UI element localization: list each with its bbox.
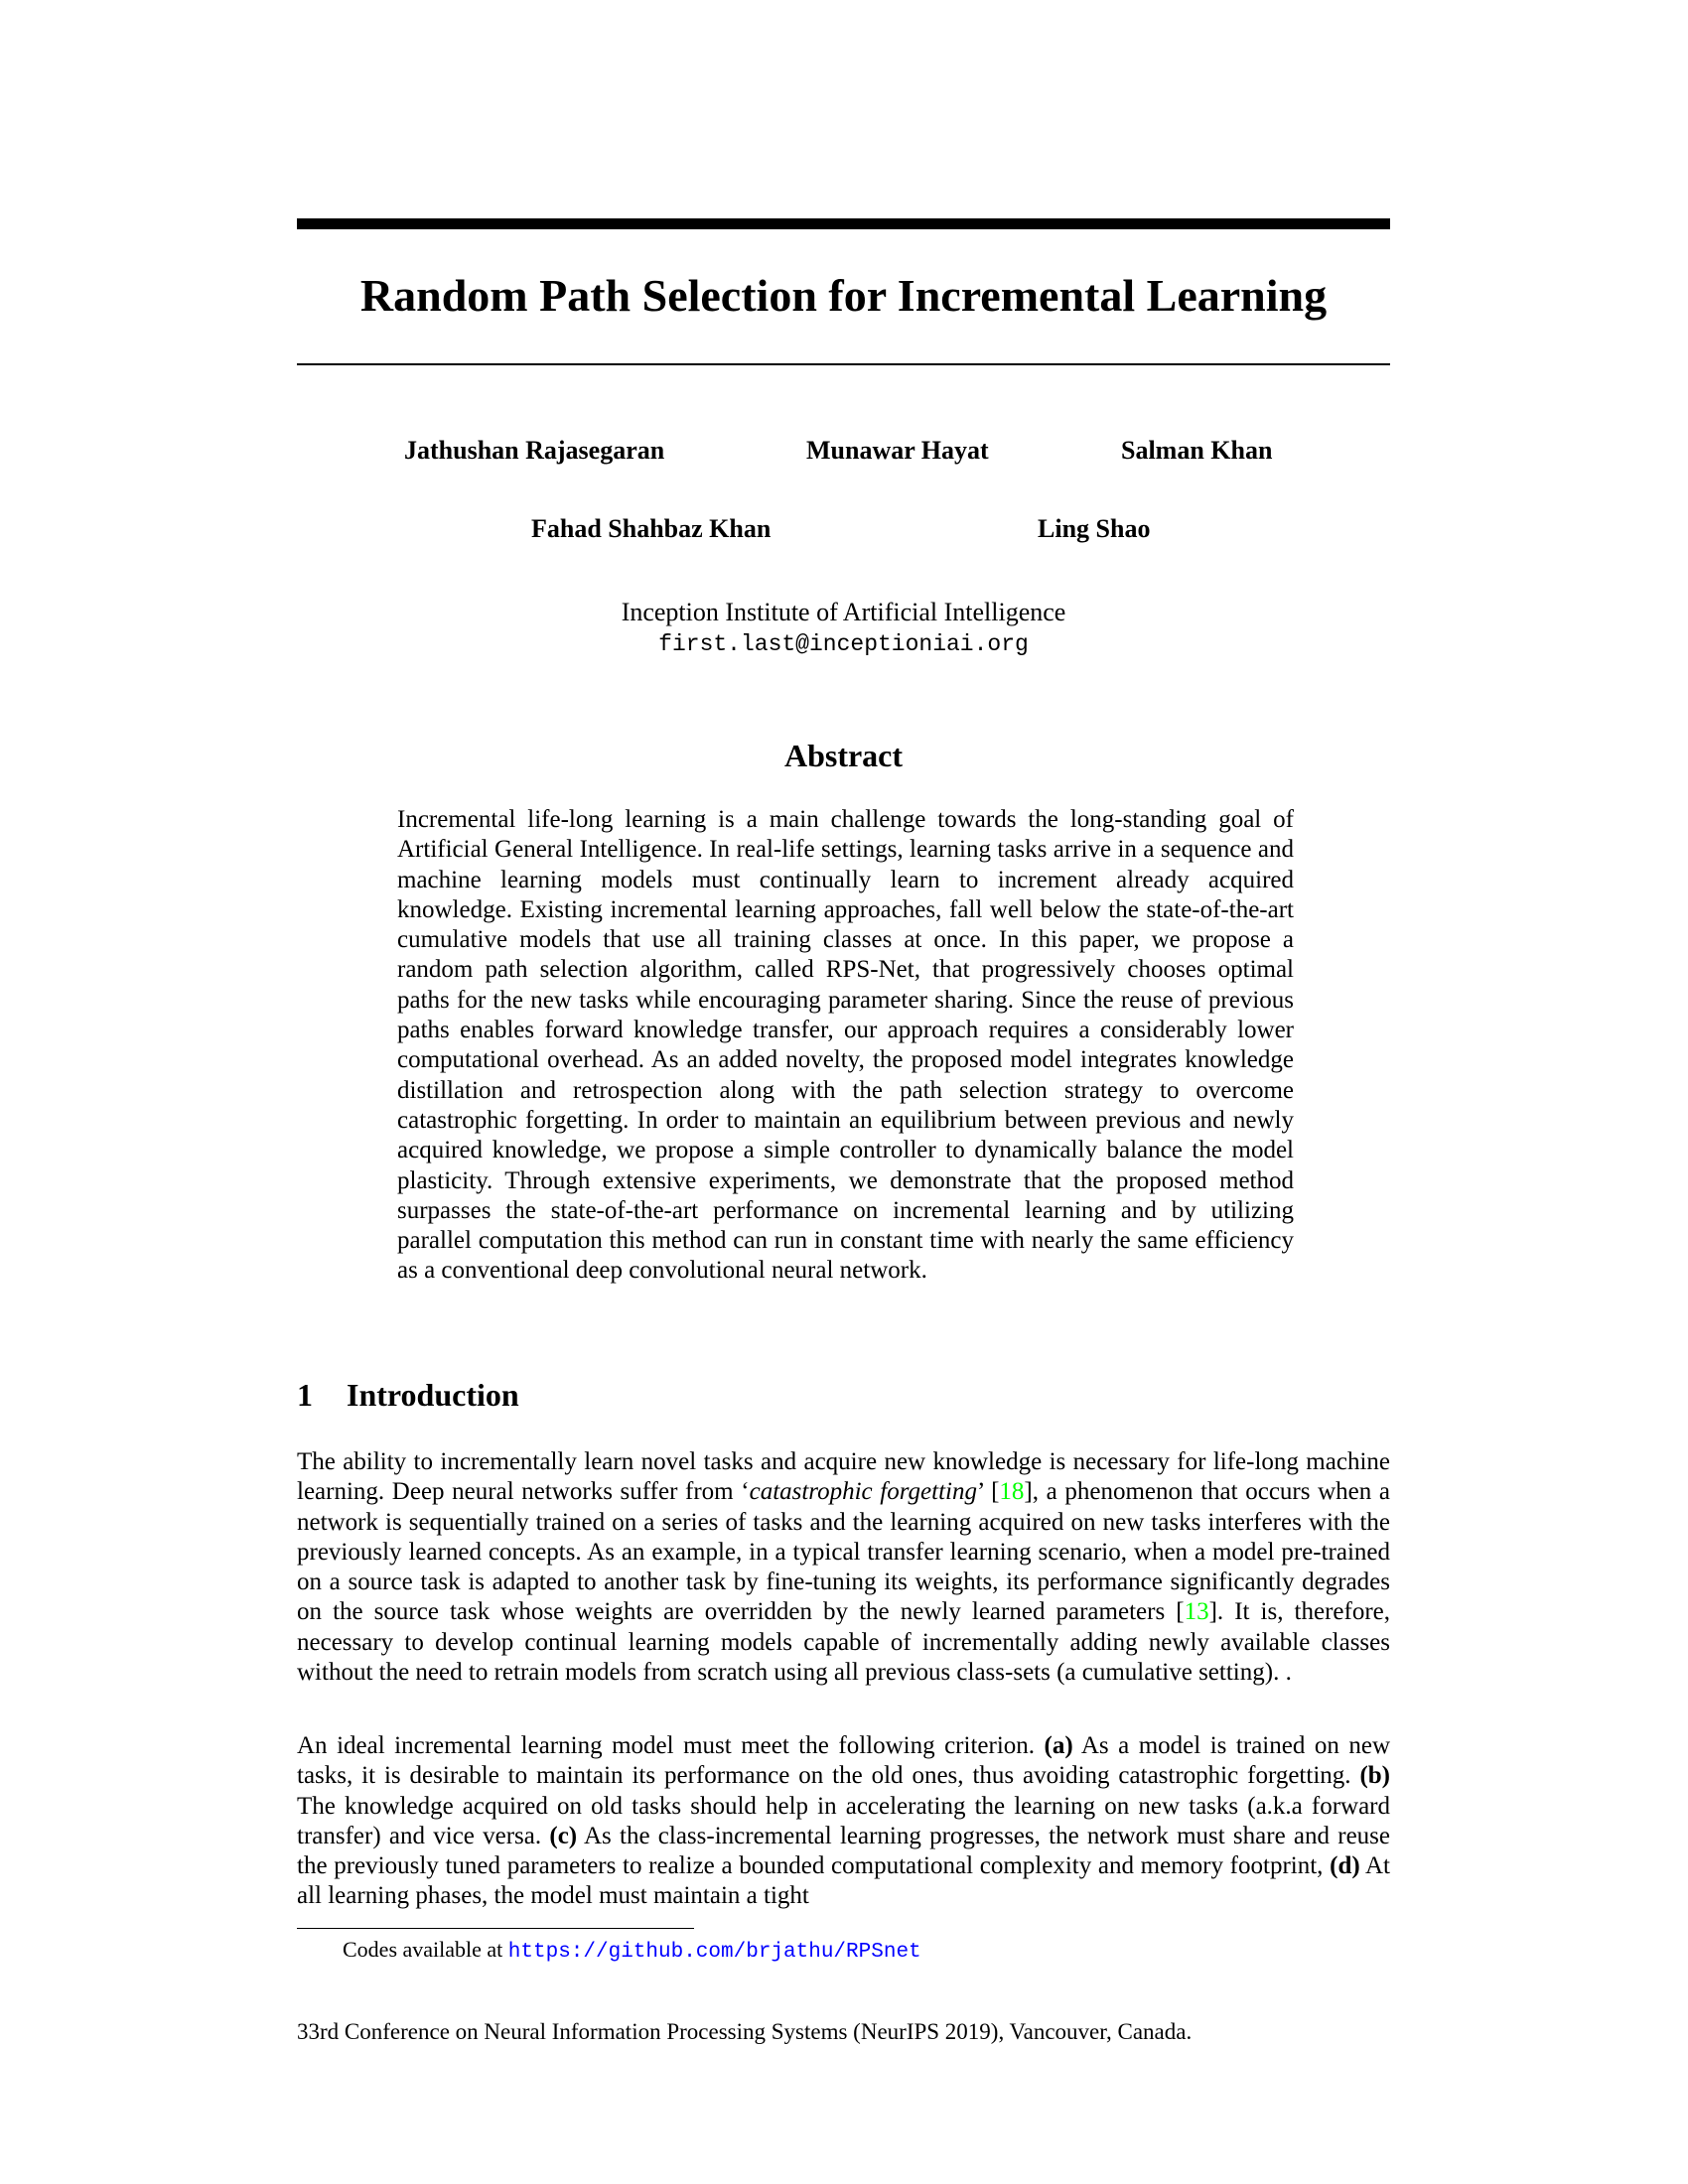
- text-run: The knowledge acquired on old tasks should help in accelerating the learning on new tasks (a.k.a forward transfer) and vice versa.: [297, 1792, 1390, 1849]
- abstract-heading: Abstract: [783, 738, 904, 773]
- citation-link[interactable]: 13: [1184, 1598, 1209, 1626]
- section-heading-introduction: [297, 1375, 519, 1415]
- text-run: As a model is trained on new tasks, it is desirable to maintain its performance on the old ones, thus avoiding catastrophic forgetting.: [297, 1732, 1391, 1790]
- section-title: Introduction: [347, 1377, 519, 1413]
- criterion-label: (c): [549, 1822, 578, 1849]
- text-run: An ideal incremental learning model must meet the following criterion.: [297, 1732, 1045, 1759]
- author-name: Jathushan Rajasegaran: [404, 436, 665, 465]
- code-url-link[interactable]: https://github.com/brjathu/RPSnet: [507, 1941, 921, 1964]
- footnote-rule: [297, 1928, 694, 1929]
- citation-link[interactable]: 18: [999, 1478, 1025, 1506]
- text-run: As the class-incremental learning progresses, the network must share and reuse the previously tuned parameters to realize a bounded computational complexity and memory footprint,: [297, 1822, 1390, 1880]
- conference-note: 33rd Conference on Neural Information Processing Systems (NeurIPS 2019), Vancouver, Canada.: [297, 2019, 1193, 2044]
- criterion-label: (d): [1330, 1852, 1360, 1880]
- criterion-label: (b): [1359, 1762, 1390, 1790]
- affiliation: Inception Institute of Artificial Intelligence: [621, 598, 1066, 626]
- author-name: Salman Khan: [1121, 436, 1273, 465]
- author-name: Munawar Hayat: [806, 436, 989, 465]
- intro-paragraph-1: [297, 1447, 1390, 1688]
- footnote: [343, 1935, 921, 1968]
- intro-paragraph-2: [297, 1731, 1390, 1912]
- text-run: ]. It is, therefore, necessary to develop continual learning models capable of incrementally adding newly available classes without the need to retrain models from scratch using all previous class-sets (a cumulative setting). .: [297, 1598, 1390, 1687]
- author-email: first.last@inceptioniai.org: [658, 631, 1029, 657]
- title-bottom-rule: [297, 363, 1390, 365]
- title-top-rule: [297, 218, 1390, 229]
- text-run: The ability to incrementally learn novel tasks and acquire new knowledge is necessary for life-long machine learning. Deep neural networks suffer from ‘: [297, 1448, 1390, 1506]
- criterion-label: (a): [1044, 1732, 1073, 1759]
- footnote-text: Codes available at: [343, 1937, 508, 1962]
- author-name: Fahad Shahbaz Khan: [531, 514, 772, 543]
- text-run: ], a phenomenon that occurs when a network is sequentially trained on a series of tasks and the learning acquired on new tasks interferes with the previously learned concepts. As an example, in a typical transfer learning scenario, when a model pre-trained on a source task is adapted to another task by fine-tuning its weights, its performance significantly degrades on the source task whose weights are overridden by the newly learned parameters [: [297, 1478, 1390, 1626]
- abstract-text: Incremental life-long learning is a main challenge towards the long-standing goal of Artificial General Intelligence. In real-life settings, learning tasks arrive in a sequence and machine learning models must continually learn to increment already acquired knowledge. Existing incremental learning approaches, fall well below the state-of-the-art cumulative models that use all training classes at once. In this paper, we propose a random path selection algorithm, called RPS-Net, that progressively chooses optimal paths for the new tasks while encouraging parameter sharing. Since the reuse of previous paths enables forward knowledge transfer, our approach requires a considerably lower computational overhead. As an added novelty, the proposed model integrates knowledge distillation and retrospection along with the path selection strategy to overcome catastrophic forgetting. In order to maintain an equilibrium between previous and newly acquired knowledge, we propose a simple controller to dynamically balance the model plasticity. Through extensive experiments, we demonstrate that the proposed method surpasses the state-of-the-art performance on incremental learning and by utilizing parallel computation this method can run in constant time with nearly the same efficiency as a conventional deep convolutional neural network.: [397, 806, 1294, 1285]
- author-name: Ling Shao: [1038, 514, 1151, 543]
- emphasis-text: catastrophic forgetting: [749, 1478, 977, 1506]
- section-number: 1: [297, 1377, 313, 1413]
- paper-title: Random Path Selection for Incremental Learning: [359, 270, 1328, 321]
- text-run: ’ [: [976, 1478, 1000, 1506]
- text-run: At all learning phases, the model must maintain a tight: [297, 1852, 1390, 1910]
